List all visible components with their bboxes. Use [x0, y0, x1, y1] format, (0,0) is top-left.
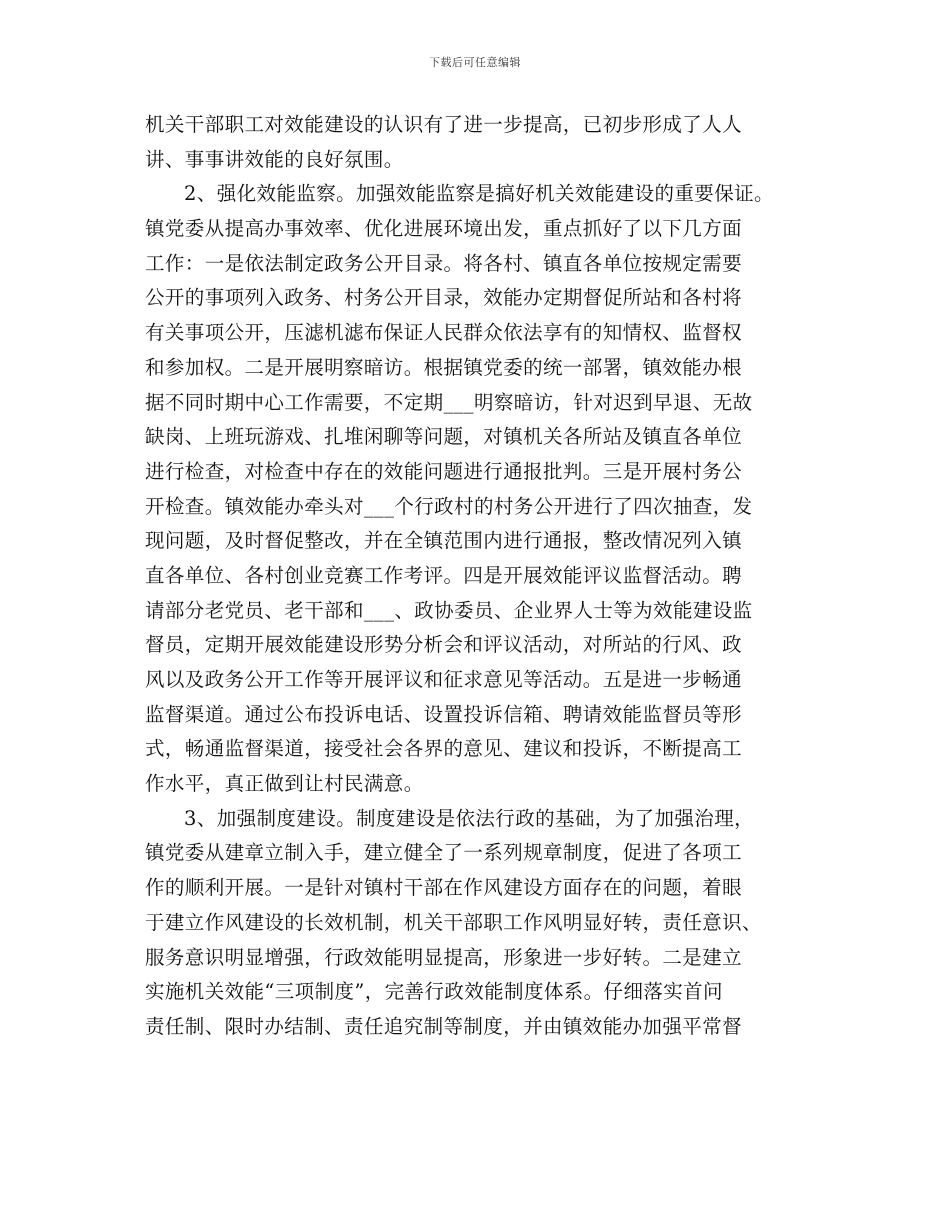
- text-line: 镇党委从建章立制入手，建立健全了一系列规章制度，促进了各项工: [145, 841, 743, 865]
- text-line: 现问题，及时督促整改，并在全镇范围内进行通报，整改情况列入镇: [145, 529, 743, 553]
- text-line: 请部分老党员、老干部和___、政协委员、企业界人士等为效能建设监: [145, 598, 753, 622]
- text-line: 于建立作风建设的长效机制，机关干部职工作风明显好转，责任意识、: [145, 910, 762, 934]
- text-line: 3、加强制度建设。制度建设是依法行政的基础，为了加强治理，: [184, 806, 755, 830]
- text-line: 服务意识明显增强，行政效能明显提高，形象进一步好转。二是建立: [145, 945, 743, 969]
- text-line: 风以及政务公开工作等开展评议和征求意见等活动。五是进一步畅通: [145, 668, 743, 691]
- text-line: 讲、事事讲效能的良好氛围。: [145, 147, 404, 171]
- text-line: 和参加权。二是开展明察暗访。根据镇党委的统一部署，镇效能办根: [145, 355, 743, 379]
- page-header: 下载后可任意编辑: [429, 56, 521, 69]
- text-line: 工作：一是依法制定政务公开目录。将各村、镇直各单位按规定需要: [145, 251, 743, 275]
- text-line: 直各单位、各村创业竞赛工作考评。四是开展效能评议监督活动。聘: [145, 563, 743, 587]
- text-line: 实施机关效能“三项制度”，完善行政效能制度体系。仔细落实首问: [145, 980, 723, 1004]
- text-line: 开检查。镇效能办牵头对___个行政村的村务公开进行了四次抽查，发: [145, 494, 753, 518]
- text-line: 缺岗、上班玩游戏、扎堆闲聊等问题，对镇机关各所站及镇直各单位: [145, 425, 743, 449]
- text-line: 作水平，真正做到让村民满意。: [145, 772, 424, 796]
- text-line: 据不同时期中心工作需要，不定期___明察暗访，针对迟到早退、无故: [145, 390, 753, 414]
- text-line: 进行检查，对检查中存在的效能问题进行通报批判。三是开展村务公: [145, 459, 743, 483]
- text-line: 式，畅通监督渠道，接受社会各界的意见、建议和投诉，不断提高工: [145, 737, 743, 761]
- document-body: [145, 108, 820, 1045]
- text-line: 2、强化效能监察。加强效能监察是搞好机关效能建设的重要保证。: [184, 182, 774, 206]
- text-line: 镇党委从提高办事效率、优化进展环境出发，重点抓好了以下几方面: [145, 217, 743, 241]
- text-line: 督员，定期开展效能建设形势分析会和评议活动，对所站的行风、政: [145, 633, 743, 657]
- text-line: 有关事项公开，压滤机滤布保证人民群众依法享有的知情权、监督权: [145, 321, 743, 345]
- text-line: 公开的事项列入政务、村务公开目录，效能办定期督促所站和各村将: [145, 286, 743, 310]
- text-line: 作的顺利开展。一是针对镇村干部在作风建设方面存在的问题，着眼: [145, 876, 743, 900]
- text-line: 责任制、限时办结制、责任追究制等制度，并由镇效能办加强平常督: [145, 1014, 743, 1038]
- text-line: 机关干部职工对效能建设的认识有了进一步提高，已初步形成了人人: [145, 113, 743, 136]
- text-line: 监督渠道。通过公布投诉电话、设置投诉信箱、聘请效能监督员等形: [145, 702, 743, 726]
